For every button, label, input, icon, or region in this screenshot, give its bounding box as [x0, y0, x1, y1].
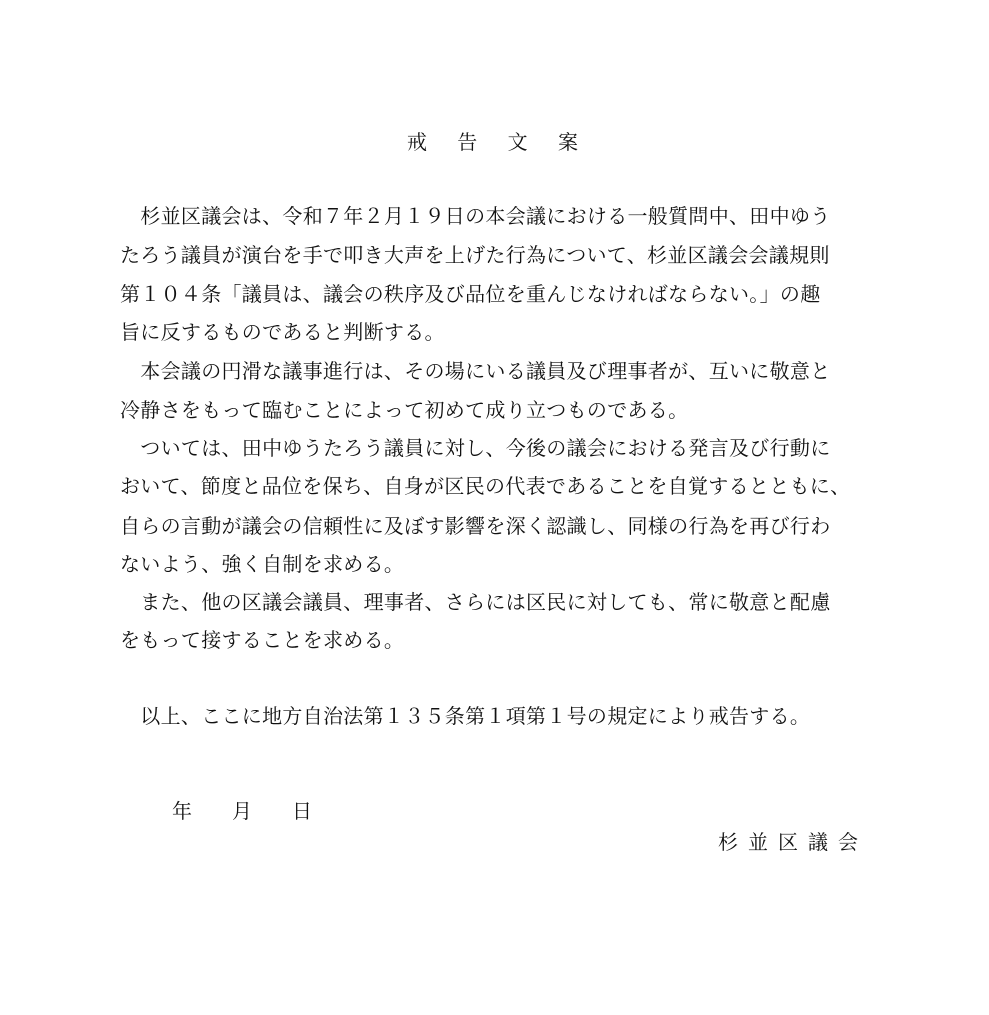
- body-line: ついては、田中ゆうたろう議員に対し、今後の議会における発言及び行動に: [120, 436, 831, 460]
- body-line: 杉並区議会は、令和７年２月１９日の本会議における一般質問中、田中ゆう: [120, 204, 831, 228]
- body-line: をもって接することを求める。: [120, 628, 405, 652]
- body-line: 自らの言動が議会の信頼性に及ぼす影響を深く認識し、同様の行為を再び行わ: [120, 514, 831, 538]
- body-line: 第１０４条「議員は、議会の秩序及び品位を重んじなければならない。」の趣: [120, 282, 821, 306]
- document-title: 戒 告 文 案: [406, 130, 591, 154]
- signer: 杉並区議会: [718, 830, 868, 854]
- body-line: たろう議員が演台を手で叩き大声を上げた行為について、杉並区議会会議規則: [120, 243, 830, 267]
- body-line: ないよう、強く自制を求める。: [120, 552, 405, 576]
- body-line: おいて、節度と品位を保ち、自身が区民の代表であることを自覚するとともに、: [120, 474, 851, 498]
- date-line: 年 月 日: [172, 799, 312, 823]
- body-line: 本会議の円滑な議事進行は、その場にいる議員及び理事者が、互いに敬意と: [120, 359, 831, 383]
- closing-statement: 以上、ここに地方自治法第１３５条第１項第１号の規定により戒告する。: [120, 704, 811, 728]
- body-line: 旨に反するものであると判断する。: [120, 320, 445, 344]
- body-line: また、他の区議会議員、理事者、さらには区民に対しても、常に敬意と配慮: [120, 590, 831, 614]
- body-line: 冷静さをもって臨むことによって初めて成り立つものである。: [120, 398, 689, 422]
